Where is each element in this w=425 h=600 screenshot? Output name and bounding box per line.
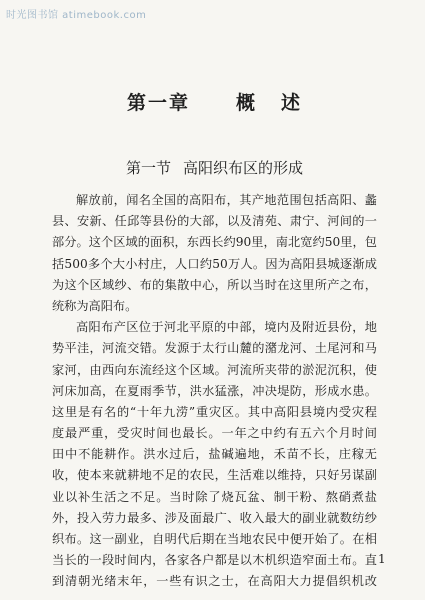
text-line: 田中不能耕作。洪水过后，盐碱遍地，禾苗不长，庄稼无 [52, 447, 377, 462]
text-line: 为这个区域纱、布的集散中心，所以当时在这里所产之布， [52, 277, 377, 292]
text-line: 河床加高，在夏雨季节，洪水猛涨，冲决堤防，形成水患。 [52, 383, 377, 398]
text-line: 收，使本来就耕地不足的农民，生活难以维持，只好另谋副 [52, 468, 377, 483]
text-line: 统称为高阳布。 [52, 298, 138, 313]
text-line: 高阳布产区位于河北平原的中部，境内及附近县份，地 [76, 320, 377, 335]
body-text [52, 190, 377, 593]
section-title [52, 157, 377, 178]
chapter-title-part2: 述 [281, 92, 303, 114]
watermark-text: 时光图书馆 atimebook.com [6, 10, 147, 21]
text-line: 度最严重，受灾时间也最长。一年之中约有五六个月时间 [52, 426, 377, 441]
text-line: 部分。这个区域的面积，东西长约90里，南北宽约50里，包 [52, 235, 377, 250]
chapter-title-part1: 概 [235, 92, 257, 114]
text-line: 解放前，闻名全国的高阳布，其产地范围包括高阳、蠡 [76, 193, 377, 207]
text-line: 外，投入劳力最多、涉及面最广、收入最大的副业就数纺纱 [52, 510, 377, 525]
section-number: 第一节 [125, 159, 171, 177]
section-heading: 高阳织布区的形成 [183, 159, 304, 177]
text-line: 势平洼，河流交错。发源于太行山麓的潴龙河、土尾河和马 [52, 341, 377, 356]
text-line: 业以补生活之不足。当时除了烧瓦盆、制干粉、熬硝煮盐 [52, 489, 377, 504]
page-number: 1 [378, 552, 386, 566]
text-line: 这里是有名的“十年九涝”重灾区。其中高阳县境内受灾程 [52, 404, 377, 419]
text-line: 县、安新、任邱等县份的大部，以及清苑、肃宁、河间的一 [52, 214, 377, 229]
text-line: 家河，由西向东流经这个区域。河流所夹带的淤泥沉积，使 [52, 362, 377, 377]
chapter-number: 第一章 [126, 92, 190, 114]
text-line: 织布。这一副业，自明代后期在当地农民中便开始了。在相 [52, 532, 377, 546]
text-line: 到清朝光绪末年，一些有识之士，在高阳大力提倡织机改 [52, 574, 377, 589]
text-line: 括500多个大小村庄，人口约50万人。因为高阳县城逐渐成 [52, 256, 377, 271]
text-line: 当长的一段时间内，各家各户都是以木机织造窄面土布。直 [52, 553, 377, 568]
document-page [52, 88, 377, 593]
chapter-title [52, 88, 377, 115]
